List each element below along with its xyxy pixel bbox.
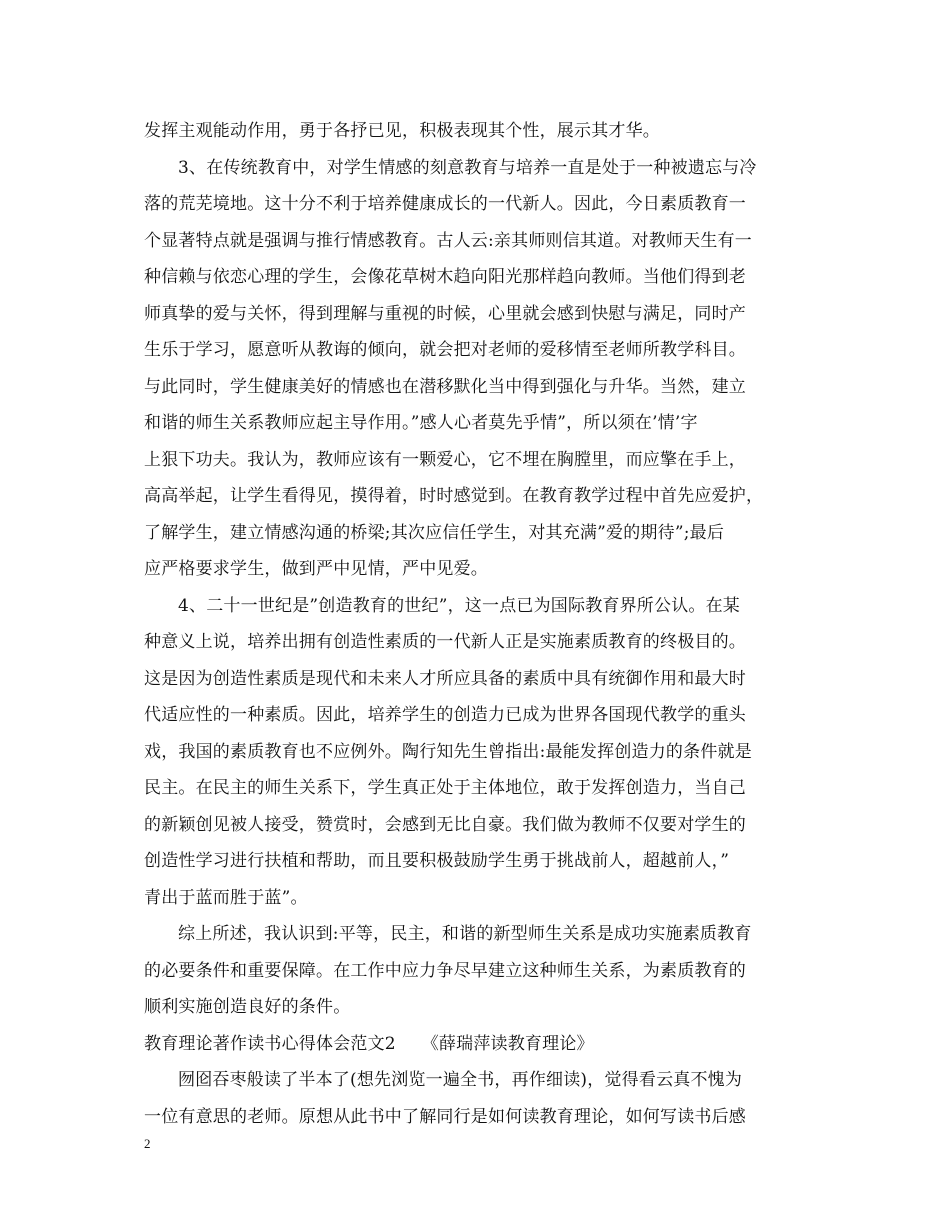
text-line: 和谐的师生关系教师应起主导作用。”感人心者莫先乎情”，所以须在’情’字 bbox=[144, 413, 698, 433]
text-line: 创造性学习进行扶植和帮助，而且要积极鼓励学生勇于挑战前人，超越前人，” bbox=[144, 851, 730, 871]
text-line: 顺利实施创造良好的条件。 bbox=[144, 997, 351, 1017]
text-line: 青出于蓝而胜于蓝”。 bbox=[144, 887, 308, 908]
text-line: 高高举起，让学生看得见，摸得着，时时感觉到。在教育教学过程中首先应爱护， bbox=[144, 486, 764, 506]
text-line: 种信赖与依恋心理的学生，会像花草树木趋向阳光那样趋向教师。当他们得到老 bbox=[144, 267, 746, 287]
paragraph-start-line: 4、二十一世纪是”创造教育的世纪”，这一点已为国际教育界所公认。在某 bbox=[178, 595, 740, 616]
page-number: 2 bbox=[144, 1136, 151, 1151]
paragraph-start-line: 囫囵吞枣般读了半本了(想先浏览一遍全书，再作细读)，觉得看云真不愧为 bbox=[178, 1070, 743, 1090]
text-line: 个显著特点就是强调与推行情感教育。古人云:亲其师则信其道。对教师天生有一 bbox=[144, 230, 752, 251]
text-line: 戏，我国的素质教育也不应例外。陶行知先生曾指出:最能发挥创造力的条件就是 bbox=[144, 741, 752, 762]
text-line: 的新颖创见被人接受，赞赏时，会感到无比自豪。我们做为教师不仅要对学生的 bbox=[144, 814, 746, 835]
text-line: 师真挚的爱与关怀，得到理解与重视的时候，心里就会感到快慰与满足，同时产 bbox=[144, 303, 746, 324]
text-line: 生乐于学习，愿意听从教诲的倾向，就会把对老师的爱移情至老师所教学科目。 bbox=[144, 340, 746, 360]
document-body bbox=[144, 113, 811, 1135]
text-line: 这是因为创造性素质是现代和未来人才所应具备的素质中具有统御作用和最大时 bbox=[144, 668, 746, 689]
text-line: 的必要条件和重要保障。在工作中应力争尽早建立这种师生关系，为素质教育的 bbox=[144, 960, 746, 981]
text-line: 应严格要求学生，做到严中见情，严中见爱。 bbox=[144, 559, 488, 579]
text-line: 种意义上说，培养出拥有创造性素质的一代新人正是实施素质教育的终极目的。 bbox=[144, 632, 746, 652]
text-line: 代适应性的一种素质。因此，培养学生的创造力已成为世界各国现代教学的重头 bbox=[144, 705, 746, 725]
text-line: 上狠下功夫。我认为，教师应该有一颗爱心，它不埋在胸膛里，而应擎在手上， bbox=[144, 449, 746, 470]
paragraph-start-line: 3、在传统教育中，对学生情感的刻意教育与培养一直是处于一种被遗忘与冷 bbox=[178, 157, 757, 178]
text-line: 一位有意思的老师。原想从此书中了解同行是如何读教育理论，如何写读书后感 bbox=[144, 1106, 746, 1127]
text-line: 民主。在民主的师生关系下，学生真正处于主体地位，敢于发挥创造力，当自己 bbox=[144, 778, 746, 798]
paragraph-start-line: 综上所述，我认识到:平等，民主，和谐的新型师生关系是成功实施素质教育 bbox=[178, 924, 752, 944]
text-line: 与此同时，学生健康美好的情感也在潜移默化当中得到强化与升华。当然，建立 bbox=[144, 376, 746, 397]
text-line: 发挥主观能动作用，勇于各抒已见，积极表现其个性，展示其才华。 bbox=[144, 121, 660, 141]
text-line: 了解学生，建立情感沟通的桥梁;其次应信任学生，对其充满”爱的期待”;最后 bbox=[144, 522, 725, 543]
section-heading: 教育理论著作读书心得体会范文2 《薛瑞萍读教育理论》 bbox=[144, 1033, 594, 1054]
text-line: 落的荒芜境地。这十分不利于培养健康成长的一代新人。因此，今日素质教育一 bbox=[144, 194, 746, 214]
